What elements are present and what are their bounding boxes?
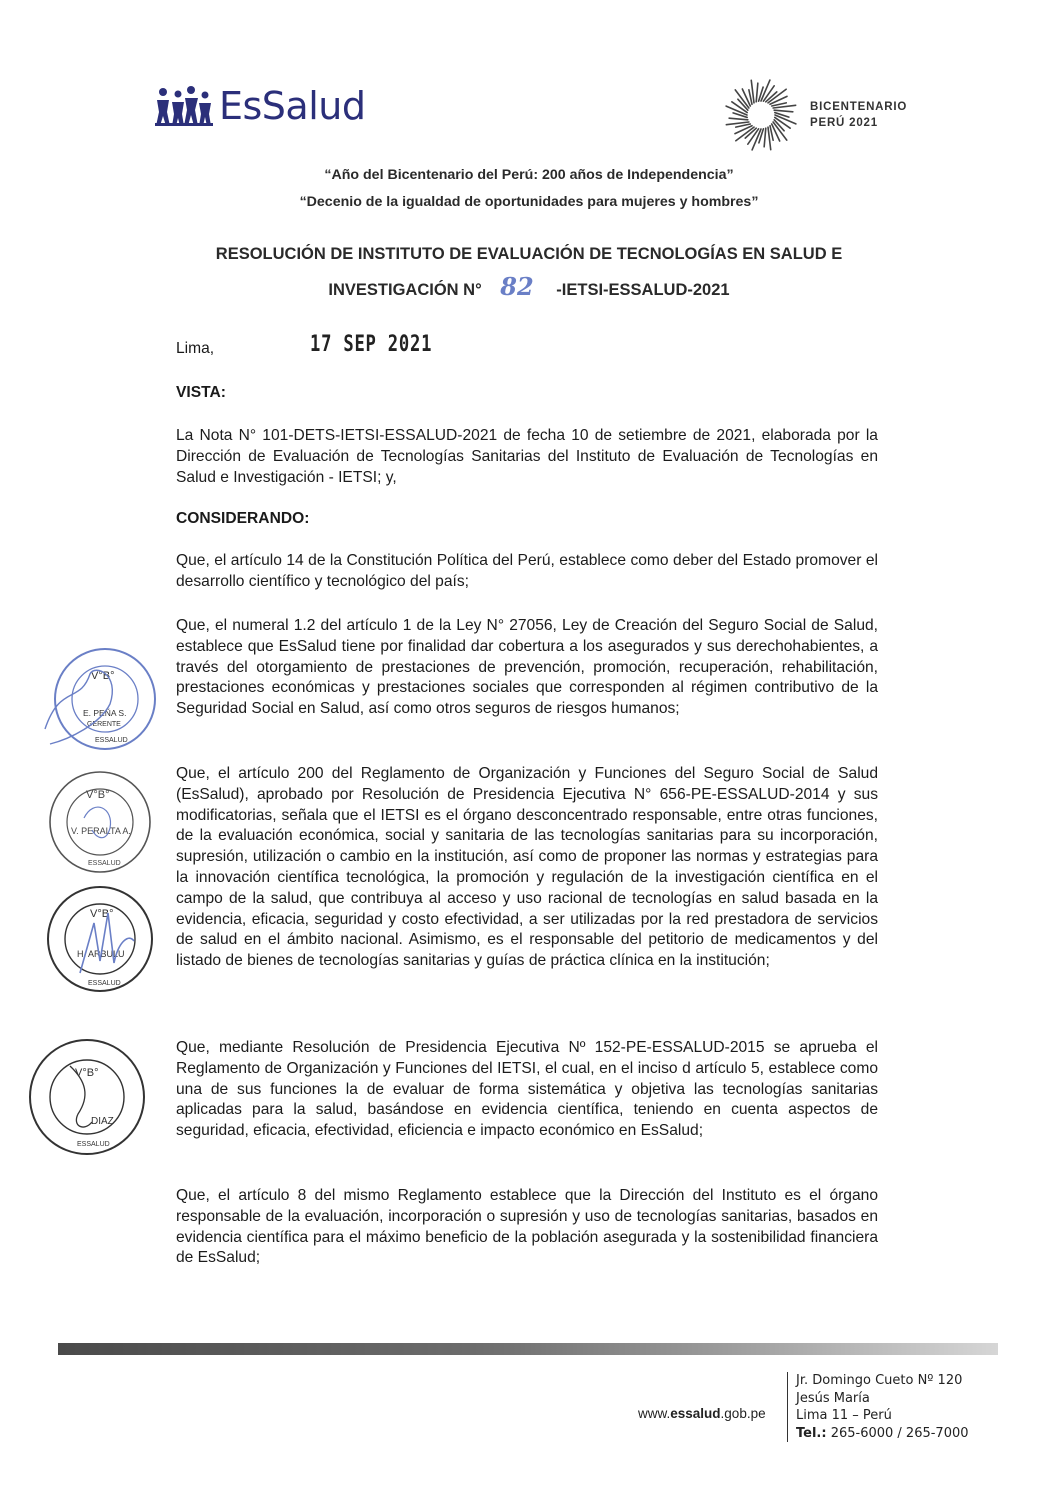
handwritten-number: 82 [500, 272, 534, 301]
sun-ray [774, 110, 793, 112]
family-icon [155, 86, 213, 126]
seal-arbulu-ring: ESSALUD [88, 980, 121, 987]
considerando-heading: CONSIDERANDO: [176, 510, 310, 527]
considerando-paragraph-1: Que, el artículo 14 de la Constitución Política del Perú, establece como deber del Estado promover el desarrollo científico y tecnológico del país; [176, 552, 878, 590]
title-suffix: -IETSI-ESSALUD-2021 [556, 281, 730, 299]
considerando-paragraph-2: Que, el numeral 1.2 del artículo 1 de la Ley N° 27056, Ley de Creación del Seguro Social de Salud, establece que EsSalud tiene por finalidad dar cobertura a los asegurados y sus derechohabientes, a través del otorgamiento de prestaciones de prevención, promoción, recuperación, rehabilitación, prestaciones económicas y prestaciones sociales que corresponden al régimen contributivo de la Seguridad Social en Salud, así como otros seguros de riesgos humanos; [176, 617, 878, 718]
resolution-title-line1: RESOLUCIÓN DE INSTITUTO DE EVALUACIÓN DE TECNOLOGÍAS EN SALUD E [215, 245, 843, 263]
considerando-paragraph-4: Que, mediante Resolución de Presidencia Ejecutiva Nº 152-PE-ESSALUD-2015 se aprueba el Reglamento de Organización y Funciones del IETSI, el cual, en el inciso d artículo 5, establece como una de sus funciones la de evaluar de forma sistemática y objetiva las tecnologías sanitarias aplicadas para la salud, basándose en evidencia científica, teniendo en cuenta aspectos de seguridad, eficacia, efectividad, eficiencia e impacto económico en EsSalud; [176, 1039, 878, 1140]
seal-peralta-vb: V°B° [86, 789, 110, 801]
motto-decenio: “Decenio de la igualdad de oportunidades para mujeres y hombres” [299, 194, 759, 210]
footer-divider [787, 1372, 788, 1442]
footer-phone [796, 1425, 969, 1443]
seal-pena-role: GERENTE [87, 721, 121, 728]
footer-website[interactable] [638, 1406, 766, 1421]
considerando-paragraph-5: Que, el artículo 8 del mismo Reglamento establece que la Dirección del Instituto es el órgano responsable de la evaluación, incorporación o supresión y uso de tecnologías sanitarias, basados en evidencia científica para el máximo beneficio de la población asegurada y la sostenibilidad financiera de EsSalud; [176, 1187, 878, 1267]
footer-web-prefix: www. [638, 1406, 671, 1421]
seal-arbulu-name: H. ARBULU [77, 949, 125, 959]
footer-address-line3: Lima 11 – Perú [796, 1408, 892, 1423]
seal-peralta-ring: ESSALUD [88, 860, 121, 867]
seal-arbulu-signature [80, 913, 134, 973]
footer-phone-label: Tel.: [796, 1425, 827, 1441]
bicentenario-text [810, 99, 907, 131]
footer-address-line2: Jesús María [796, 1390, 870, 1406]
footer-bar [58, 1343, 998, 1355]
motto-bicentenario: “Año del Bicentenario del Perú: 200 años de Independencia” [324, 167, 734, 183]
date-stamp: 17 SEP 2021 [310, 332, 433, 357]
vista-text: La Nota N° 101-DETS-IETSI-ESSALUD-2021 de fecha 10 de setiembre de 2021, elaborada por la Dirección de Evaluación de Tecnologías Sanitarias del Instituto de Evaluación de Tecnologías en Salud e Investigación - IETSI; y, [176, 427, 878, 486]
seal-pena [40, 644, 160, 759]
footer-address [796, 1372, 969, 1442]
seal-arbulu [44, 883, 156, 1000]
sun-ray [764, 128, 766, 147]
sun-ray [756, 83, 758, 102]
footer-phone-value: 265-6000 / 265-7000 [826, 1425, 969, 1441]
seal-pena-vb: V°B° [91, 670, 115, 682]
bicentenario-logo [720, 74, 907, 156]
bicentenario-line1: BICENTENARIO [810, 101, 908, 113]
bicentenario-line2: PERÚ 2021 [810, 117, 878, 129]
seal-peralta [44, 768, 156, 881]
vista-heading: VISTA: [176, 384, 226, 401]
essalud-logo [155, 84, 365, 128]
resolution-title-line2 [0, 272, 1058, 301]
title-prefix: INVESTIGACIÓN N° [328, 281, 482, 299]
footer-web-bold: essalud [670, 1406, 721, 1421]
footer-web-suffix: .gob.pe [720, 1406, 766, 1421]
seal-diaz-vb: V°B° [75, 1067, 99, 1079]
essalud-logo-text: EsSalud [219, 84, 366, 128]
seal-diaz [26, 1036, 148, 1163]
footer-address-line1: Jr. Domingo Cueto Nº 120 [796, 1373, 963, 1388]
seal-diaz-name: DIAZ [91, 1116, 114, 1127]
seal-pena-ring: ESSALUD [95, 737, 128, 744]
bicentenario-sun-icon [720, 74, 802, 156]
sun-ray [729, 118, 748, 120]
seal-pena-name: E. PEÑA S. [83, 708, 127, 718]
date-place: Lima, [176, 340, 215, 357]
seal-arbulu-vb: V°B° [90, 908, 114, 920]
considerando-paragraph-3: Que, el artículo 200 del Reglamento de Organización y Funciones del Seguro Social de Salud (EsSalud), aprobado por Resolución de Presidencia Ejecutiva N° 656-PE-ESSALUD-2014 y sus modificatorias, señala que el IETSI es el órgano desconcentrado responsable, entre otras funciones, de la evaluación económica, social y sanitaria de las tecnologías sanitarias para su incorporación, supresión, utilización o cambio en la institución, así como de proponer las normas y estrategias para la innovación científica tecnológica, la promoción y regulación de la investigación científica en el campo de la salud, que contribuya al acceso y uso racional de tecnologías en salud basada en la evidencia, eficacia, seguridad y costo efectividad, a ser utilizadas por la red prestadora de servicios de salud en el ámbito nacional. Asimismo, es el responsable del petitorio de medicamentos y del listado de bienes de tecnologías sanitarias y guías de práctica clínica en la institución; [176, 765, 878, 970]
seal-diaz-ring: ESSALUD [77, 1141, 110, 1148]
seal-peralta-name: V. PERALTA A. [71, 826, 131, 836]
